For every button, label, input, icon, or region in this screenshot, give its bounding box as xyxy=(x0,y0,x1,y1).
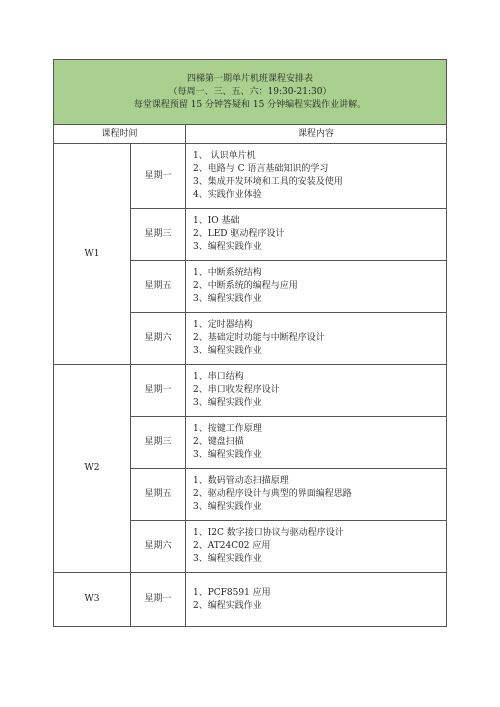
content-item: 1、 认识单片机 xyxy=(193,151,256,161)
content-item: 3、编程实践作业 xyxy=(193,398,262,408)
content-item: 2、键盘扫描 xyxy=(193,437,244,447)
schedule-times: （每周一、三、五、六：19:30-21:30） xyxy=(168,86,332,97)
week-label: W3 xyxy=(54,573,131,627)
course-content xyxy=(186,417,447,469)
content-item: 3、编程实践作业 xyxy=(193,502,262,512)
content-item: 3、编程实践作业 xyxy=(193,554,262,564)
day-label: 星期六 xyxy=(131,521,186,573)
day-label: 星期一 xyxy=(131,573,186,627)
table-row xyxy=(54,573,447,627)
content-item: 2、中断系统的编程与应用 xyxy=(193,281,298,291)
week-label: W1 xyxy=(54,144,131,365)
day-label: 星期五 xyxy=(131,469,186,521)
content-item: 3、集成开发环境和工具的安装及使用 xyxy=(193,177,343,187)
table-header xyxy=(54,60,447,125)
content-item: 3、编程实践作业 xyxy=(193,294,262,304)
header-row xyxy=(54,60,447,125)
day-label: 星期五 xyxy=(131,261,186,313)
table-row xyxy=(54,365,447,417)
day-label: 星期一 xyxy=(131,144,186,209)
content-item: 3、编程实践作业 xyxy=(193,242,262,252)
day-label: 星期三 xyxy=(131,417,186,469)
schedule-table xyxy=(53,59,447,627)
table-title: 四梯第一期单片机班课程安排表 xyxy=(187,73,314,84)
content-item: 2、AT24C02 应用 xyxy=(193,541,271,551)
content-item: 1、定时器结构 xyxy=(193,320,253,330)
content-item: 1、中断系统结构 xyxy=(193,268,262,278)
column-header-time: 课程时间 xyxy=(54,125,186,144)
column-header-row xyxy=(54,125,447,144)
course-content xyxy=(186,469,447,521)
day-label: 星期一 xyxy=(131,365,186,417)
week-label: W2 xyxy=(54,365,131,573)
column-header-content: 课程内容 xyxy=(186,125,447,144)
day-label: 星期三 xyxy=(131,209,186,261)
schedule-sheet xyxy=(53,59,446,627)
content-item: 1、I2C 数字接口协议与驱动程序设计 xyxy=(193,528,344,538)
table-row xyxy=(54,144,447,209)
content-item: 3、编程实践作业 xyxy=(193,346,262,356)
content-item: 1、IO 基础 xyxy=(193,216,240,226)
course-content xyxy=(186,573,447,627)
content-item: 1、串口结构 xyxy=(193,372,244,382)
content-item: 2、基础定时功能与中断程序设计 xyxy=(193,333,325,343)
content-item: 1、数码管动态扫描原理 xyxy=(193,476,289,486)
course-content xyxy=(186,209,447,261)
course-content xyxy=(186,365,447,417)
content-item: 2、LED 驱动程序设计 xyxy=(193,229,285,239)
content-item: 2、电路与 C 语言基础知识的学习 xyxy=(193,164,329,174)
content-item: 1、PCF8591 应用 xyxy=(193,587,271,598)
table-note: 每堂课程预留 15 分钟答疑和 15 分钟编程实践作业讲解。 xyxy=(133,99,367,110)
course-content xyxy=(186,144,447,209)
content-item: 4、实践作业体验 xyxy=(193,190,262,200)
course-content xyxy=(186,521,447,573)
course-content xyxy=(186,261,447,313)
content-item: 2、驱动程序设计与典型的界面编程思路 xyxy=(193,489,352,499)
content-item: 3、编程实践作业 xyxy=(193,450,262,460)
content-item: 1、按键工作原理 xyxy=(193,424,262,434)
course-content xyxy=(186,313,447,365)
content-item: 2、编程实践作业 xyxy=(193,600,262,611)
day-label: 星期六 xyxy=(131,313,186,365)
content-item: 2、串口收发程序设计 xyxy=(193,385,280,395)
